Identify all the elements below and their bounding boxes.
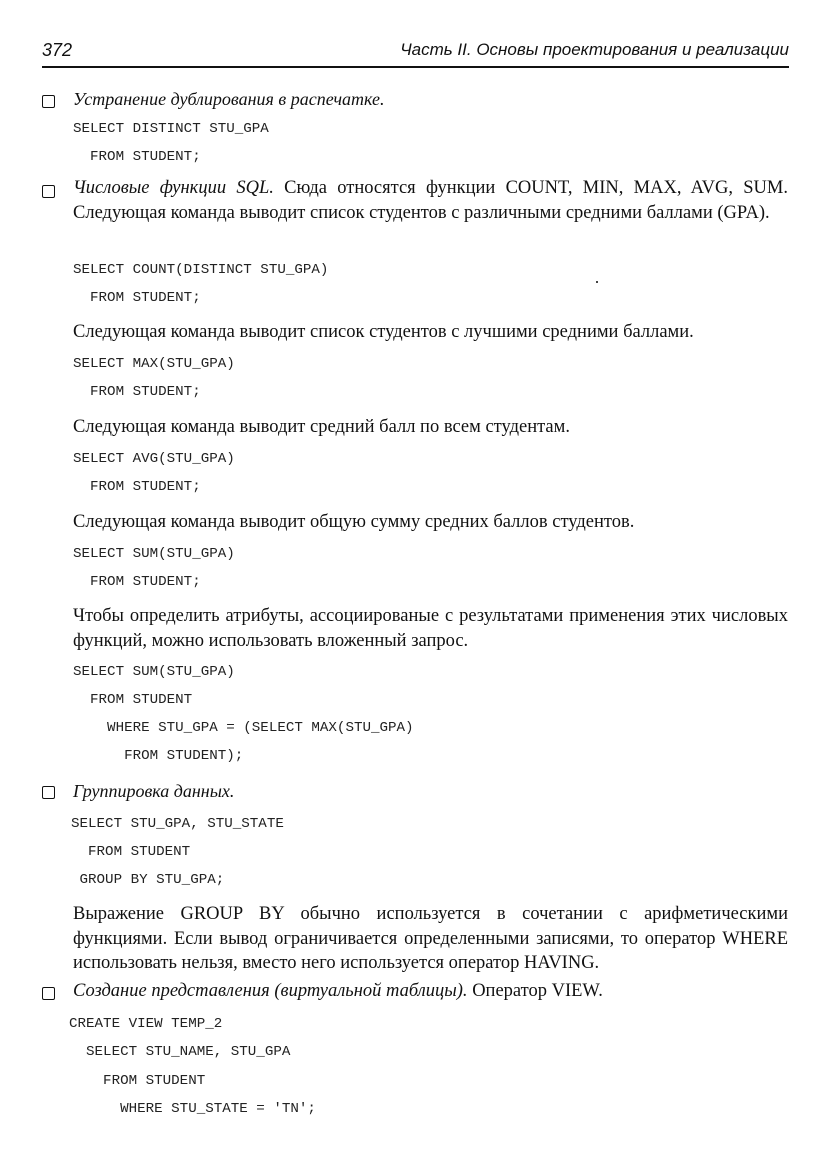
code-line: WHERE STU_GPA = (SELECT MAX(STU_GPA): [73, 720, 414, 736]
code-line: FROM STUDENT);: [73, 748, 244, 764]
code-line: FROM STUDENT;: [73, 290, 201, 306]
code-line: FROM STUDENT;: [73, 384, 201, 400]
code-line: SELECT DISTINCT STU_GPA: [73, 121, 269, 137]
paragraph: Следующая команда выводит средний балл по всем студентам.: [73, 417, 570, 437]
section-title-grouping: Группировка данных.: [73, 781, 235, 801]
checkbox-bullet-icon: [42, 987, 55, 1000]
code-line: FROM STUDENT;: [73, 479, 201, 495]
code-line: SELECT STU_NAME, STU_GPA: [69, 1044, 291, 1060]
paragraph: Следующая команда выводит общую сумму средних баллов студентов.: [73, 512, 635, 532]
section-title-view: Создание представления (виртуальной таблицы).: [73, 981, 468, 1001]
code-line: SELECT AVG(STU_GPA): [73, 451, 235, 467]
header-rule: [42, 66, 789, 68]
code-line: FROM STUDENT;: [73, 149, 201, 165]
code-line: SELECT MAX(STU_GPA): [73, 356, 235, 372]
running-title: Часть II. Основы проектирования и реализации: [400, 40, 789, 59]
code-line: GROUP BY STU_GPA;: [71, 872, 225, 888]
paragraph: Чтобы определить атрибуты, ассоциированые с результатами применения этих числовых функций, можно использовать вложенный запрос.: [73, 606, 788, 651]
checkbox-bullet-icon: [42, 95, 55, 108]
code-line: SELECT COUNT(DISTINCT STU_GPA): [73, 262, 329, 278]
section-body-numeric: [73, 176, 788, 225]
code-line: FROM STUDENT;: [73, 574, 201, 590]
code-line: CREATE VIEW TEMP_2: [69, 1016, 223, 1032]
section-text-view: Оператор VIEW.: [467, 981, 603, 1001]
code-line: SELECT STU_GPA, STU_STATE: [71, 816, 284, 832]
code-line: SELECT SUM(STU_GPA): [73, 546, 235, 562]
scan-speck: [596, 281, 598, 283]
code-line: FROM STUDENT: [73, 692, 193, 708]
code-line: SELECT SUM(STU_GPA): [73, 664, 235, 680]
page-number: 372: [42, 40, 73, 60]
checkbox-bullet-icon: [42, 185, 55, 198]
section-text-numeric: Сюда относятся функции COUNT, MIN, MAX, AVG, SUM. Следующая команда выводит список студентов с различными средними баллами (GPA).: [73, 178, 788, 223]
paragraph: Следующая команда выводит список студентов с лучшими средними баллами.: [73, 322, 694, 342]
paragraph: Выражение GROUP BY обычно используется в сочетании с арифметическими функциями. Если вывод ограничивается определенными записями, то оператор WHERE использовать нельзя, вместо него используется оператор HAVING.: [73, 904, 788, 973]
section-title-numeric: Числовые функции SQL.: [73, 178, 274, 198]
code-line: FROM STUDENT: [69, 1073, 206, 1089]
code-line: WHERE STU_STATE = 'TN';: [69, 1101, 316, 1117]
code-line: FROM STUDENT: [71, 844, 191, 860]
section-title-dedup: Устранение дублирования в распечатке.: [73, 89, 385, 109]
section-body-view: [73, 980, 603, 1002]
checkbox-bullet-icon: [42, 786, 55, 799]
